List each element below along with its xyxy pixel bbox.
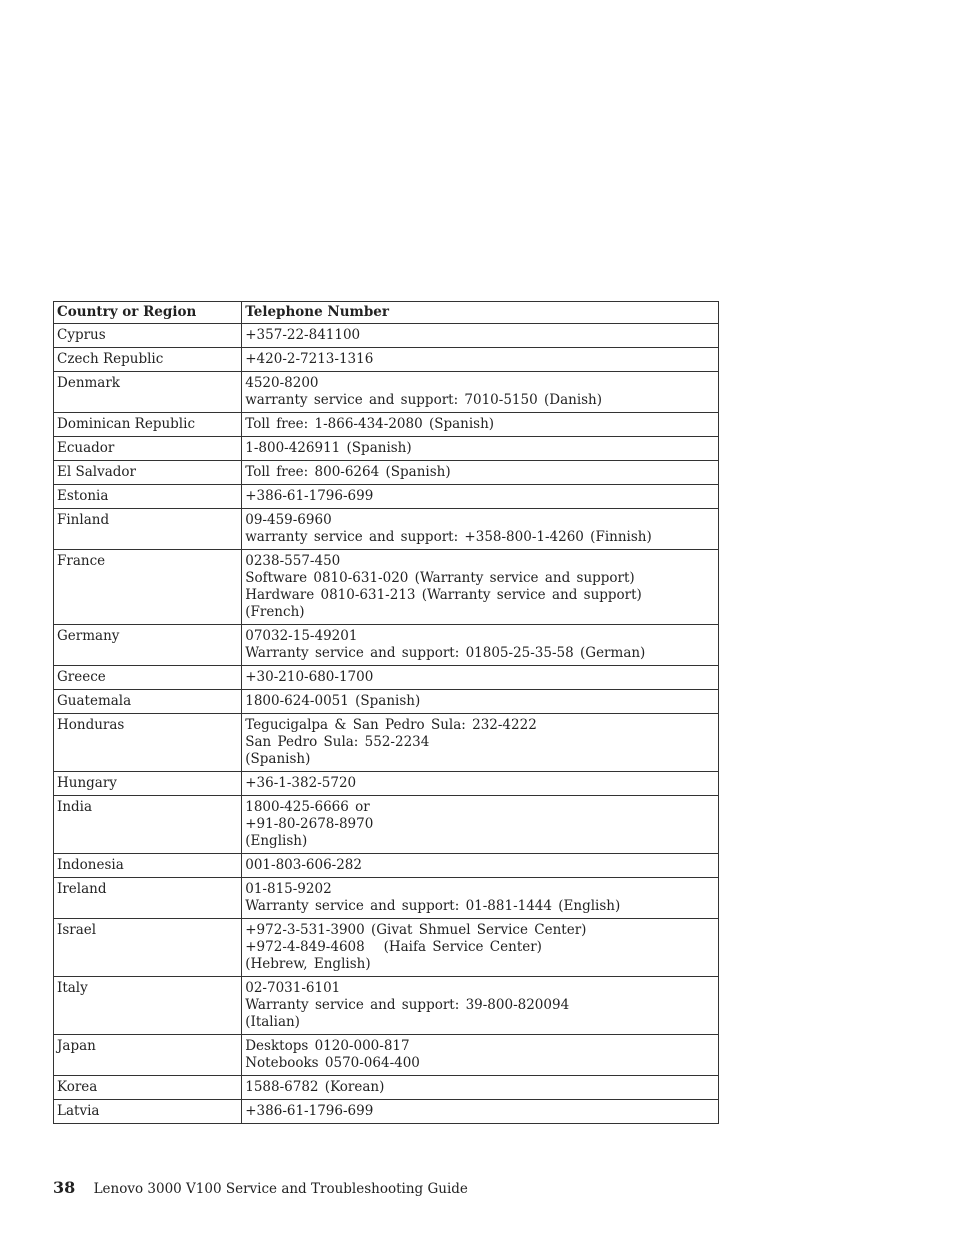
country-cell: Ireland	[54, 878, 242, 919]
table-row	[54, 919, 719, 977]
phone-cell	[242, 437, 719, 461]
phone-line: warranty service and support: +358-800-1-4260 (Finnish)	[245, 529, 652, 545]
phone-line: (Hebrew, English)	[245, 956, 371, 972]
phone-line: Desktops 0120-000-817	[245, 1038, 410, 1054]
table-row	[54, 1035, 719, 1076]
country-cell: Guatemala	[54, 690, 242, 714]
phone-cell	[242, 1100, 719, 1124]
phone-line: Toll free: 800-6264 (Spanish)	[245, 464, 451, 480]
table-row	[54, 372, 719, 413]
table-row	[54, 690, 719, 714]
phone-line: 1800-624-0051 (Spanish)	[245, 693, 421, 709]
phone-line: Notebooks 0570-064-400	[245, 1055, 420, 1071]
phone-line: +357-22-841100	[245, 327, 361, 343]
table-row	[54, 437, 719, 461]
country-cell: Japan	[54, 1035, 242, 1076]
phone-line: +386-61-1796-699	[245, 1103, 374, 1119]
table-row	[54, 509, 719, 550]
phone-line: (French)	[245, 604, 305, 620]
country-cell: Honduras	[54, 714, 242, 772]
table-row	[54, 854, 719, 878]
phone-cell	[242, 625, 719, 666]
phone-line: (Italian)	[245, 1014, 300, 1030]
phone-cell	[242, 413, 719, 437]
country-cell: Hungary	[54, 772, 242, 796]
country-cell: Israel	[54, 919, 242, 977]
phone-line: Warranty service and support: 39-800-820094	[245, 997, 570, 1013]
country-cell: Dominican Republic	[54, 413, 242, 437]
phone-line: 1-800-426911 (Spanish)	[245, 440, 412, 456]
country-cell: France	[54, 550, 242, 625]
phone-cell	[242, 485, 719, 509]
phone-line: +972-3-531-3900 (Givat Shmuel Service Center)	[245, 922, 587, 938]
phone-line: Software 0810-631-020 (Warranty service and support)	[245, 570, 635, 586]
phone-cell	[242, 919, 719, 977]
phone-cell	[242, 509, 719, 550]
table-row	[54, 796, 719, 854]
country-cell: Korea	[54, 1076, 242, 1100]
page-footer	[53, 1178, 468, 1197]
phone-line: 0238-557-450	[245, 553, 341, 569]
phone-cell	[242, 977, 719, 1035]
table-row	[54, 1100, 719, 1124]
table-row	[54, 485, 719, 509]
country-cell: Denmark	[54, 372, 242, 413]
phone-line: +420-2-7213-1316	[245, 351, 374, 367]
table-row	[54, 348, 719, 372]
table-row	[54, 977, 719, 1035]
phone-cell	[242, 348, 719, 372]
phone-cell	[242, 324, 719, 348]
phone-cell	[242, 690, 719, 714]
page-number: 38	[53, 1178, 76, 1197]
phone-cell	[242, 878, 719, 919]
table-row	[54, 714, 719, 772]
country-cell: Greece	[54, 666, 242, 690]
column-header-country: Country or Region	[54, 302, 242, 324]
phone-line: +91-80-2678-8970	[245, 816, 374, 832]
column-header-phone: Telephone Number	[242, 302, 719, 324]
phone-cell	[242, 550, 719, 625]
table-row	[54, 772, 719, 796]
phone-cell	[242, 854, 719, 878]
phone-support-table	[53, 301, 719, 1124]
phone-cell	[242, 461, 719, 485]
phone-line: +972-4-849-4608 (Haifa Service Center)	[245, 939, 542, 955]
table-row	[54, 666, 719, 690]
table-row	[54, 324, 719, 348]
phone-line: Hardware 0810-631-213 (Warranty service and support)	[245, 587, 642, 603]
table-row	[54, 461, 719, 485]
country-cell: India	[54, 796, 242, 854]
phone-cell	[242, 714, 719, 772]
country-cell: Italy	[54, 977, 242, 1035]
document-title: Lenovo 3000 V100 Service and Troubleshooting Guide	[93, 1181, 468, 1197]
phone-line: 001-803-606-282	[245, 857, 362, 873]
phone-line: +30-210-680-1700	[245, 669, 374, 685]
phone-cell	[242, 796, 719, 854]
country-cell: Czech Republic	[54, 348, 242, 372]
country-cell: Cyprus	[54, 324, 242, 348]
phone-line: 01-815-9202	[245, 881, 332, 897]
phone-cell	[242, 1076, 719, 1100]
phone-line: 09-459-6960	[245, 512, 332, 528]
country-cell: Indonesia	[54, 854, 242, 878]
table-body	[54, 324, 719, 1124]
phone-line: Warranty service and support: 01-881-1444 (English)	[245, 898, 621, 914]
phone-line: 4520-8200	[245, 375, 319, 391]
phone-line: (English)	[245, 833, 308, 849]
phone-line: (Spanish)	[245, 751, 311, 767]
table-header-row	[54, 302, 719, 324]
table-row	[54, 1076, 719, 1100]
table-row	[54, 413, 719, 437]
phone-line: 07032-15-49201	[245, 628, 358, 644]
phone-line: +386-61-1796-699	[245, 488, 374, 504]
table-row	[54, 878, 719, 919]
phone-line: 02-7031-6101	[245, 980, 341, 996]
country-cell: Latvia	[54, 1100, 242, 1124]
phone-line: 1588-6782 (Korean)	[245, 1079, 385, 1095]
table-row	[54, 625, 719, 666]
country-cell: Finland	[54, 509, 242, 550]
phone-line: +36-1-382-5720	[245, 775, 357, 791]
phone-cell	[242, 1035, 719, 1076]
phone-line: warranty service and support: 7010-5150 (Danish)	[245, 392, 603, 408]
country-cell: El Salvador	[54, 461, 242, 485]
table-row	[54, 550, 719, 625]
country-cell: Ecuador	[54, 437, 242, 461]
phone-cell	[242, 772, 719, 796]
phone-line: Warranty service and support: 01805-25-35-58 (German)	[245, 645, 646, 661]
phone-cell	[242, 666, 719, 690]
country-cell: Estonia	[54, 485, 242, 509]
phone-line: Toll free: 1-866-434-2080 (Spanish)	[245, 416, 495, 432]
phone-line: San Pedro Sula: 552-2234	[245, 734, 430, 750]
phone-line: 1800-425-6666 or	[245, 799, 370, 815]
country-cell: Germany	[54, 625, 242, 666]
phone-line: Tegucigalpa & San Pedro Sula: 232-4222	[245, 717, 537, 733]
phone-cell	[242, 372, 719, 413]
